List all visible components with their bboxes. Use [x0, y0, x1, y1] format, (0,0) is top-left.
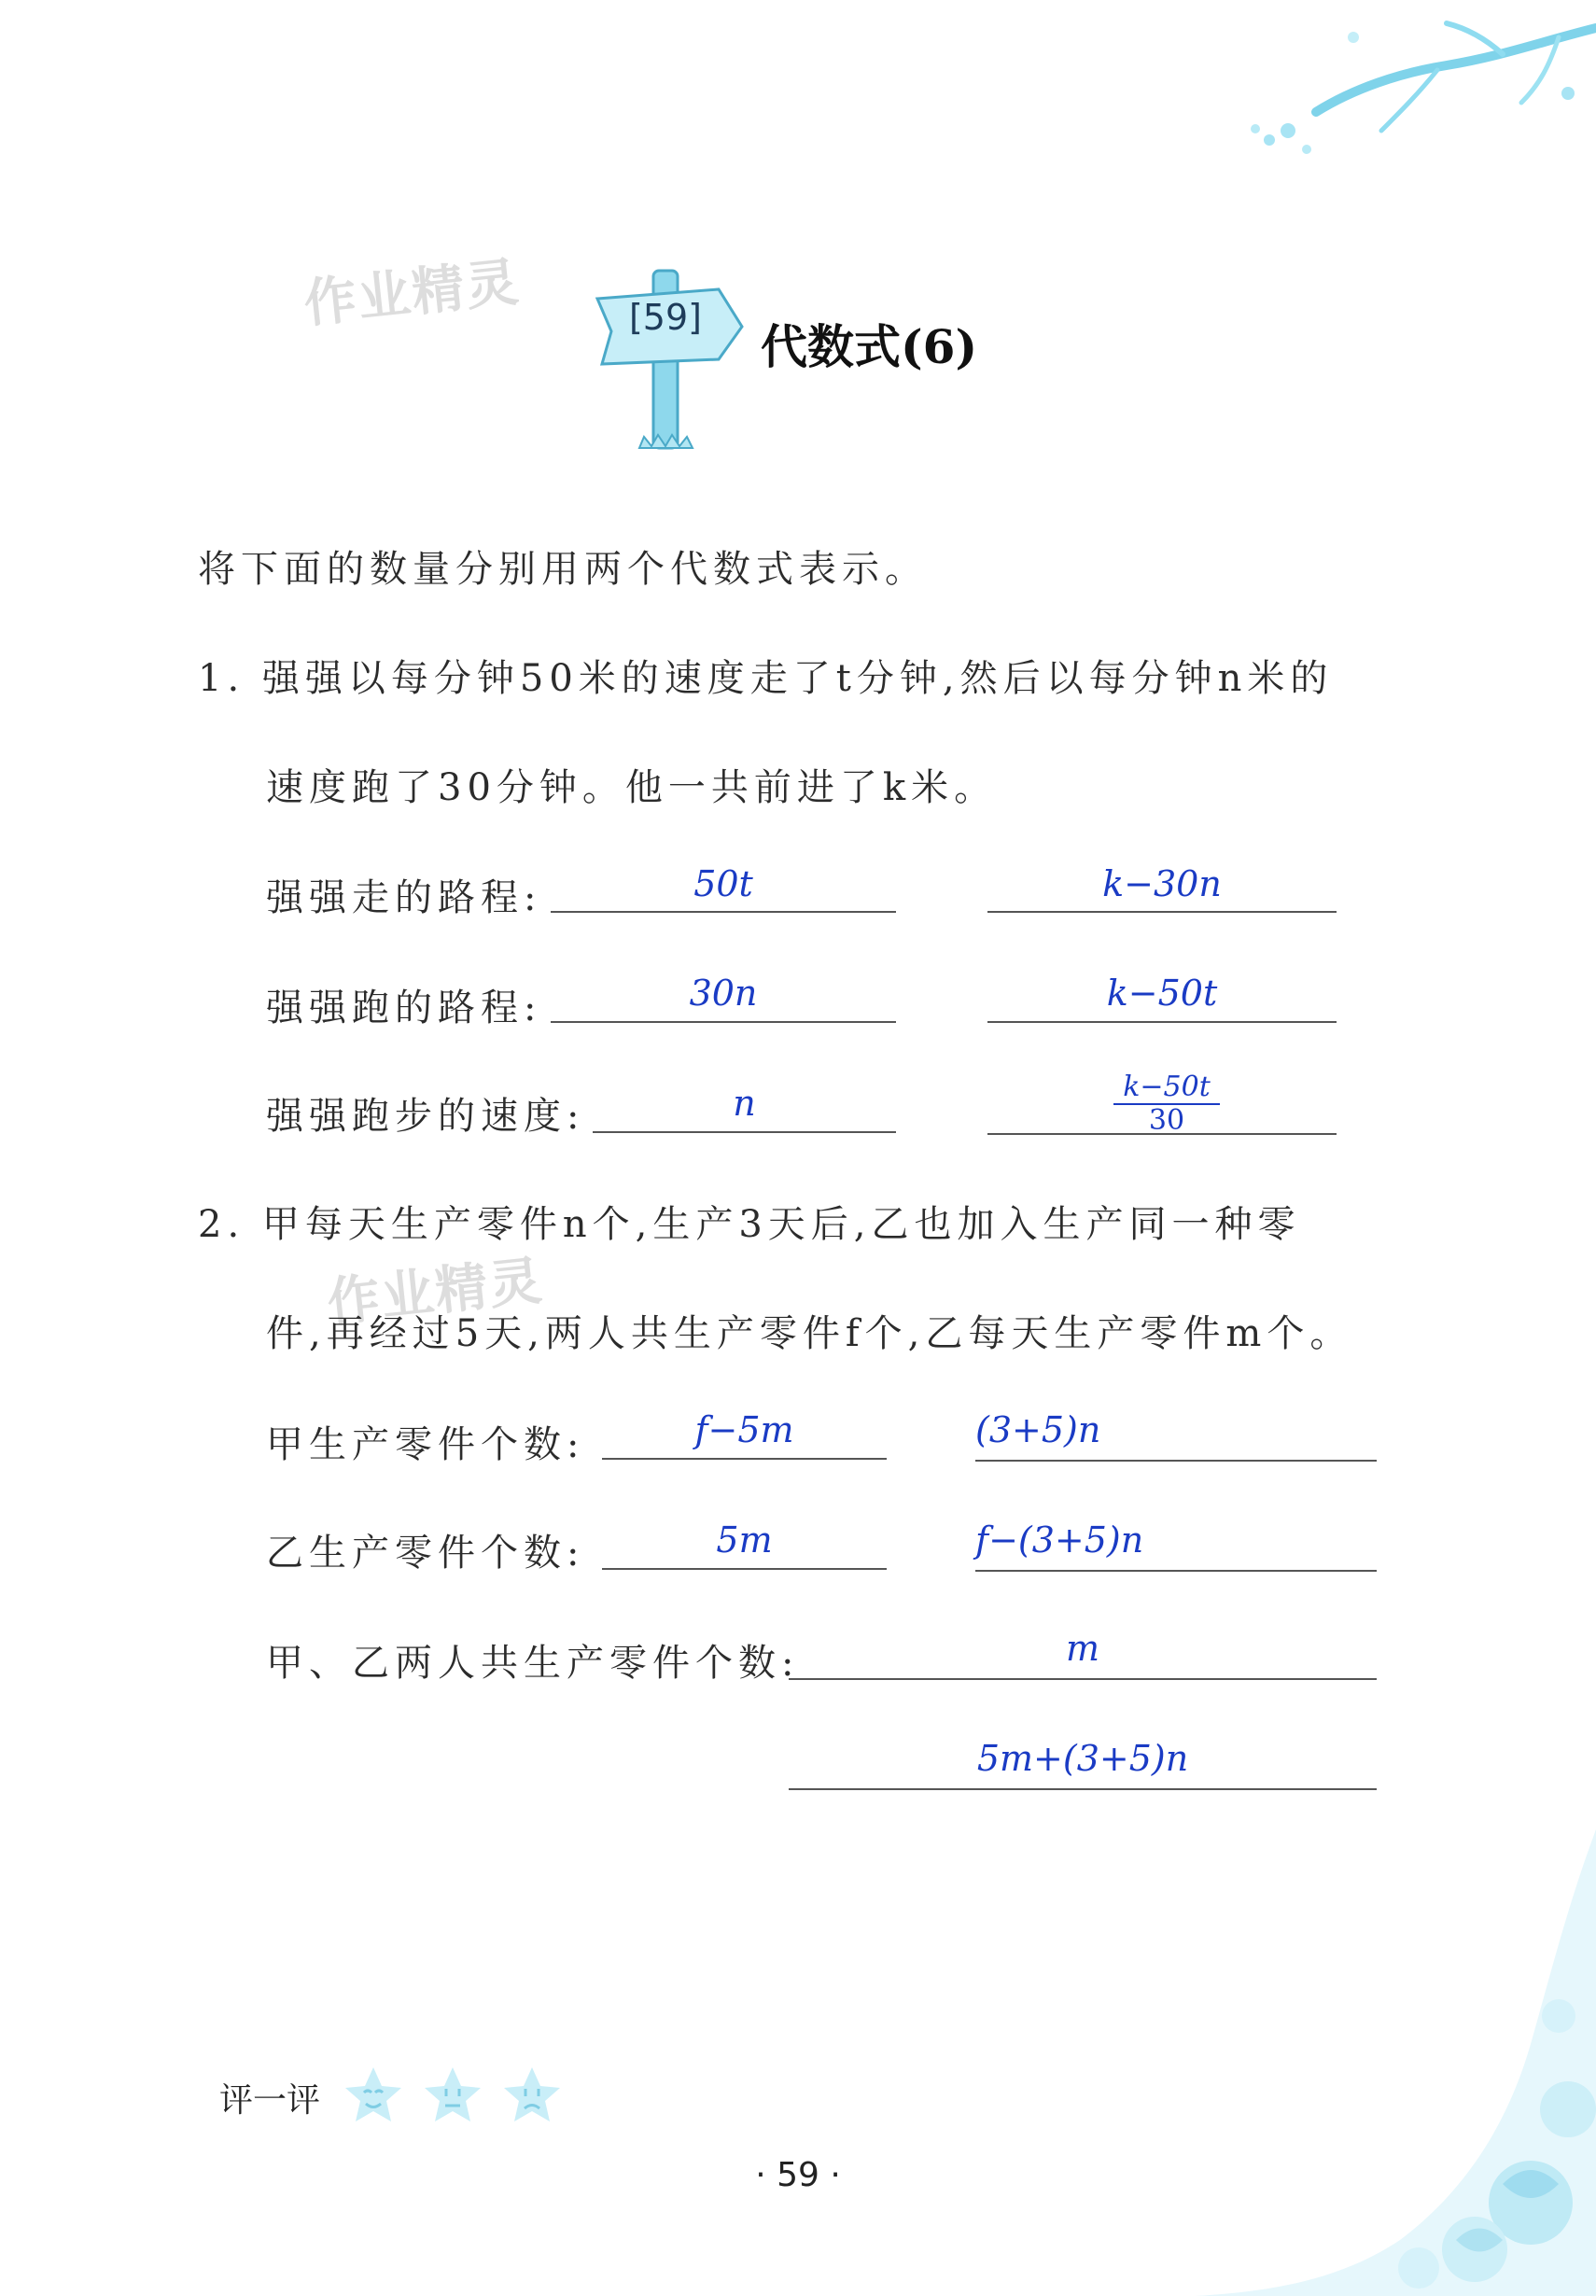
watermark-top: 作业精灵	[301, 252, 524, 335]
question-2-line-2: 件,再经过5天,两人共生产零件f个,乙每天生产零件m个。	[266, 1312, 1353, 1355]
answer-line	[551, 1021, 896, 1023]
q2-row-3-answer-1: m	[1065, 1628, 1100, 1669]
answer-line	[551, 911, 896, 913]
rating-label: 评一评	[219, 2081, 321, 2120]
smiley-sad-icon	[499, 2063, 565, 2128]
q2-row-2-answer-1: 5m	[716, 1519, 773, 1561]
q1-row-3-answer-1: n	[733, 1083, 756, 1124]
floral-decoration-icon	[1195, 1829, 1596, 2296]
q1-row-2-answer-2: k−50t	[1106, 973, 1218, 1014]
q2-row-2-label: 乙生产零件个数:	[266, 1532, 585, 1575]
q2-row-3-answer-2: 5m+(3+5)n	[976, 1738, 1189, 1779]
instruction-text: 将下面的数量分别用两个代数式表示。	[198, 548, 928, 591]
answer-line	[789, 1788, 1377, 1790]
q1-row-3-label: 强强跑步的速度:	[266, 1095, 585, 1138]
answer-line	[987, 1133, 1337, 1135]
page-number: · 59 ·	[755, 2156, 841, 2194]
q2-row-1-answer-2: (3+5)n	[975, 1409, 1101, 1450]
answer-line	[987, 1021, 1337, 1023]
q2-row-1-answer-1: f−5m	[694, 1409, 794, 1450]
q1-row-2-label: 强强跑的路程:	[266, 987, 542, 1029]
question-1-line-2: 速度跑了30分钟。他一共前进了k米。	[266, 766, 998, 809]
q2-row-2-answer-2: f−(3+5)n	[975, 1519, 1144, 1561]
answer-line	[975, 1570, 1377, 1572]
question-2-line-1: 2. 甲每天生产零件n个,生产3天后,乙也加入生产同一种零	[198, 1203, 1301, 1246]
answer-line	[602, 1568, 887, 1570]
q1-row-2-answer-1: 30n	[689, 973, 758, 1014]
q1-row-1-answer-2: k−30n	[1102, 863, 1222, 904]
answer-line	[789, 1678, 1377, 1680]
smiley-happy-icon	[341, 2063, 406, 2128]
q1-row-3-answer-2-fraction	[1106, 1071, 1227, 1137]
fraction-denominator: 30	[1148, 1104, 1185, 1137]
answer-line	[987, 911, 1337, 913]
q1-row-1-label: 强强走的路程:	[266, 876, 542, 919]
question-1-line-1: 1. 强强以每分钟50米的速度走了t分钟,然后以每分钟n米的	[198, 657, 1334, 700]
watermark-middle: 作业精灵	[324, 1251, 547, 1334]
answer-line	[975, 1460, 1377, 1462]
page-title: 代数式(6)	[761, 319, 978, 374]
q2-row-3-label: 甲、乙两人共生产零件个数:	[266, 1642, 800, 1685]
q1-row-1-answer-1: 50t	[693, 863, 753, 904]
lesson-number: [59]	[628, 297, 702, 338]
answer-line	[593, 1131, 896, 1133]
q2-row-1-label: 甲生产零件个数:	[266, 1423, 585, 1466]
answer-line	[602, 1458, 887, 1460]
branch-decoration-icon	[1167, 0, 1596, 187]
fraction-numerator: k−50t	[1123, 1071, 1211, 1103]
signpost-icon	[588, 261, 747, 467]
smiley-neutral-icon	[420, 2063, 485, 2128]
